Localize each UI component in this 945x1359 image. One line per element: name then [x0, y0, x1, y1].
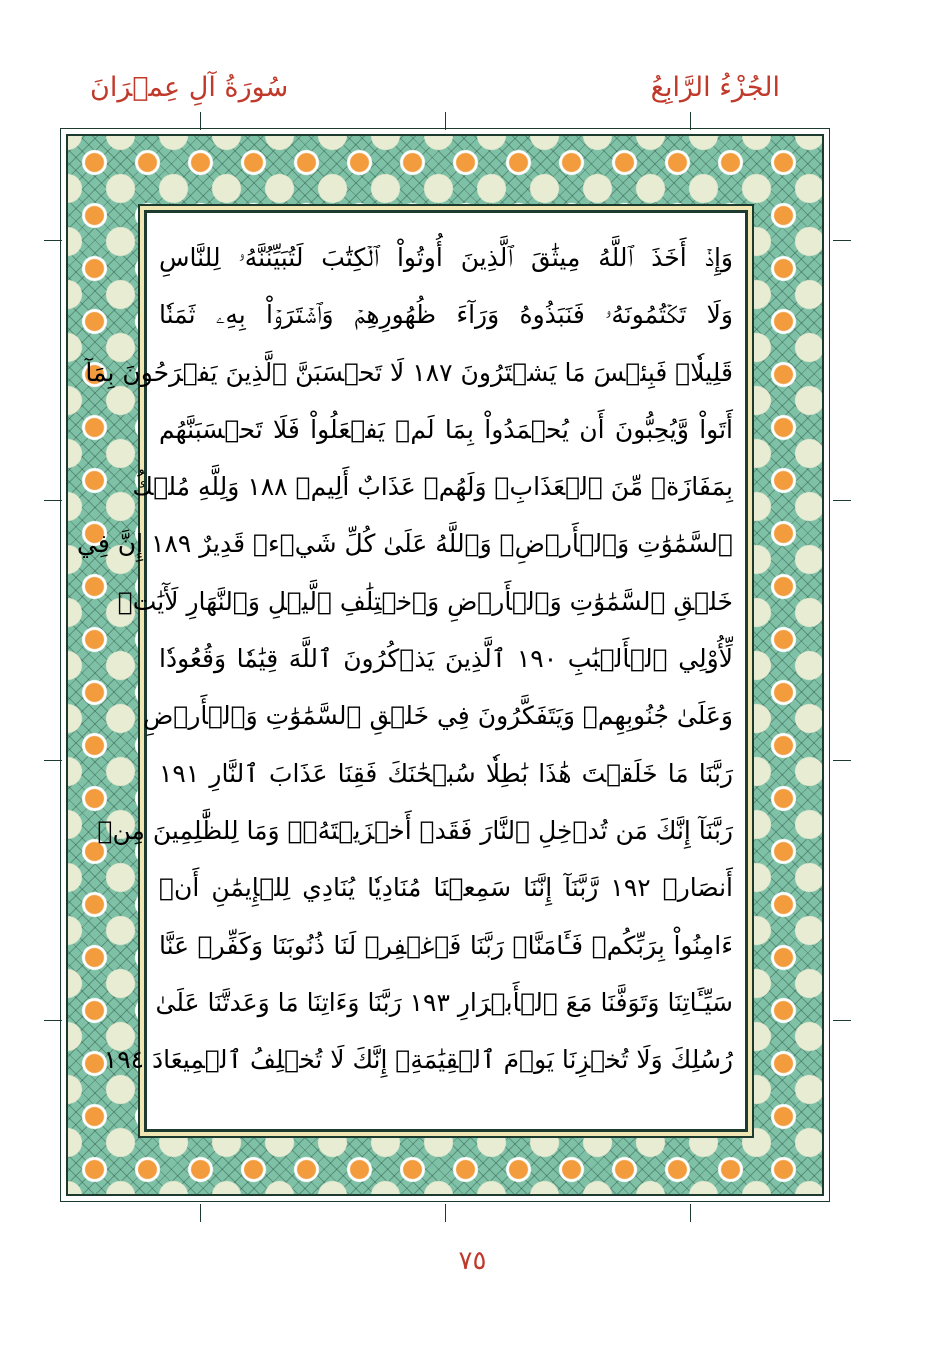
text-line: قَلِيلٗاۖ فَبِئۡسَ مَا يَشۡتَرُونَ ١٨٧ لَا تَحۡسَبَنَّ ٱلَّذِينَ يَفۡرَحُونَ بِمَآ: [85, 357, 733, 387]
surah-name: سُورَةُ آلِ عِمۡرَانَ: [90, 71, 289, 103]
text-line: لِّأُوْلِي ٱلۡأَلۡبَٰبِ ١٩٠ ٱلَّذِينَ يَذۡكُرُونَ ٱللَّهَ قِيَٰمٗا وَقُعُودٗا: [159, 644, 733, 674]
text-line: رُسُلِكَ وَلَا تُخۡزِنَا يَوۡمَ ٱلۡقِيَٰمَةِۖ إِنَّكَ لَا تُخۡلِفُ ٱلۡمِيعَادَ ١٩٤: [103, 1045, 733, 1075]
text-line: ٱلسَّمَٰوَٰتِ وَٱلۡأَرۡضِۗ وَٱللَّهُ عَلَىٰ كُلِّ شَيۡءٖ قَدِيرٌ ١٨٩ إِنَّ فِي: [77, 529, 733, 559]
border-tick: [44, 240, 62, 241]
text-line: أَنصَارٖ ١٩٢ رَّبَّنَآ إِنَّنَا سَمِعۡنَا مُنَادِيٗا يُنَادِي لِلۡإِيمَٰنِ أَنۡ: [159, 873, 733, 903]
text-line: وَإِذۡ أَخَذَ ٱللَّهُ مِيثَٰقَ ٱلَّذِينَ أُوتُواْ ٱلۡكِتَٰبَ لَتُبَيِّنُنَّهُۥ لِلنَّاسِ: [159, 243, 733, 272]
text-line: خَلۡقِ ٱلسَّمَٰوَٰتِ وَٱلۡأَرۡضِ وَٱخۡتِلَٰفِ ٱلَّيۡلِ وَٱلنَّهَارِ لَأٓيَٰتٖ: [117, 586, 733, 616]
border-tick: [833, 1020, 851, 1021]
verse-text: [77, 229, 745, 1088]
border-tick: [200, 112, 201, 130]
text-line: أَتَواْ وَّيُحِبُّونَ أَن يُحۡمَدُواْ بِمَا لَمۡ يَفۡعَلُواْ فَلَا تَحۡسَبَنَّهُم: [159, 414, 733, 444]
border-tick: [833, 240, 851, 241]
border-tick: [833, 760, 851, 761]
text-line: ءَامِنُواْ بِرَبِّكُمۡ فَـَٔامَنَّاۚ رَبَّنَا فَٱغۡفِرۡ لَنَا ذُنُوبَنَا وَكَفِّرۡ عَنَّا: [159, 930, 733, 960]
juz-name: الجُزْءُ الرَّابِعُ: [650, 71, 780, 103]
border-tick: [44, 760, 62, 761]
text-line: وَعَلَىٰ جُنُوبِهِمۡ وَيَتَفَكَّرُونَ فِي خَلۡقِ ٱلسَّمَٰوَٰتِ وَٱلۡأَرۡضِ: [143, 701, 733, 731]
text-line: رَبَّنَآ إِنَّكَ مَن تُدۡخِلِ ٱلنَّارَ فَقَدۡ أَخۡزَيۡتَهُۥۖ وَمَا لِلظَّٰلِمِينَ مِنۡ: [97, 815, 733, 845]
border-tick: [833, 500, 851, 501]
border-tick: [44, 500, 62, 501]
text-line: وَلَا تَكۡتُمُونَهُۥ فَنَبَذُوهُ وَرَآءَ ظُهُورِهِمۡ وَٱشۡتَرَوۡاْ بِهِۦ ثَمَنٗا: [159, 300, 733, 330]
border-tick: [44, 1020, 62, 1021]
page-number: ٧٥: [458, 1246, 487, 1276]
text-line: رَبَّنَا مَا خَلَقۡتَ هَٰذَا بَٰطِلٗا سُبۡحَٰنَكَ فَقِنَا عَذَابَ ٱلنَّارِ ١٩١: [159, 758, 733, 788]
text-panel: [77, 210, 748, 1132]
border-tick: [445, 112, 446, 130]
text-line: سَيِّـَٔاتِنَا وَتَوَفَّنَا مَعَ ٱلۡأَبۡرَارِ ١٩٣ رَبَّنَا وَءَاتِنَا مَا وَعَدتَّنَا عَلَىٰ: [155, 987, 733, 1017]
border-tick: [200, 1204, 201, 1222]
border-tick: [445, 1204, 446, 1222]
border-tick: [690, 1204, 691, 1222]
border-tick: [690, 112, 691, 130]
text-line: بِمَفَازَةٖ مِّنَ ٱلۡعَذَابِۖ وَلَهُمۡ عَذَابٌ أَلِيمٞ ١٨٨ وَلِلَّهِ مُلۡكُ: [132, 472, 733, 502]
page-header: [90, 62, 780, 112]
